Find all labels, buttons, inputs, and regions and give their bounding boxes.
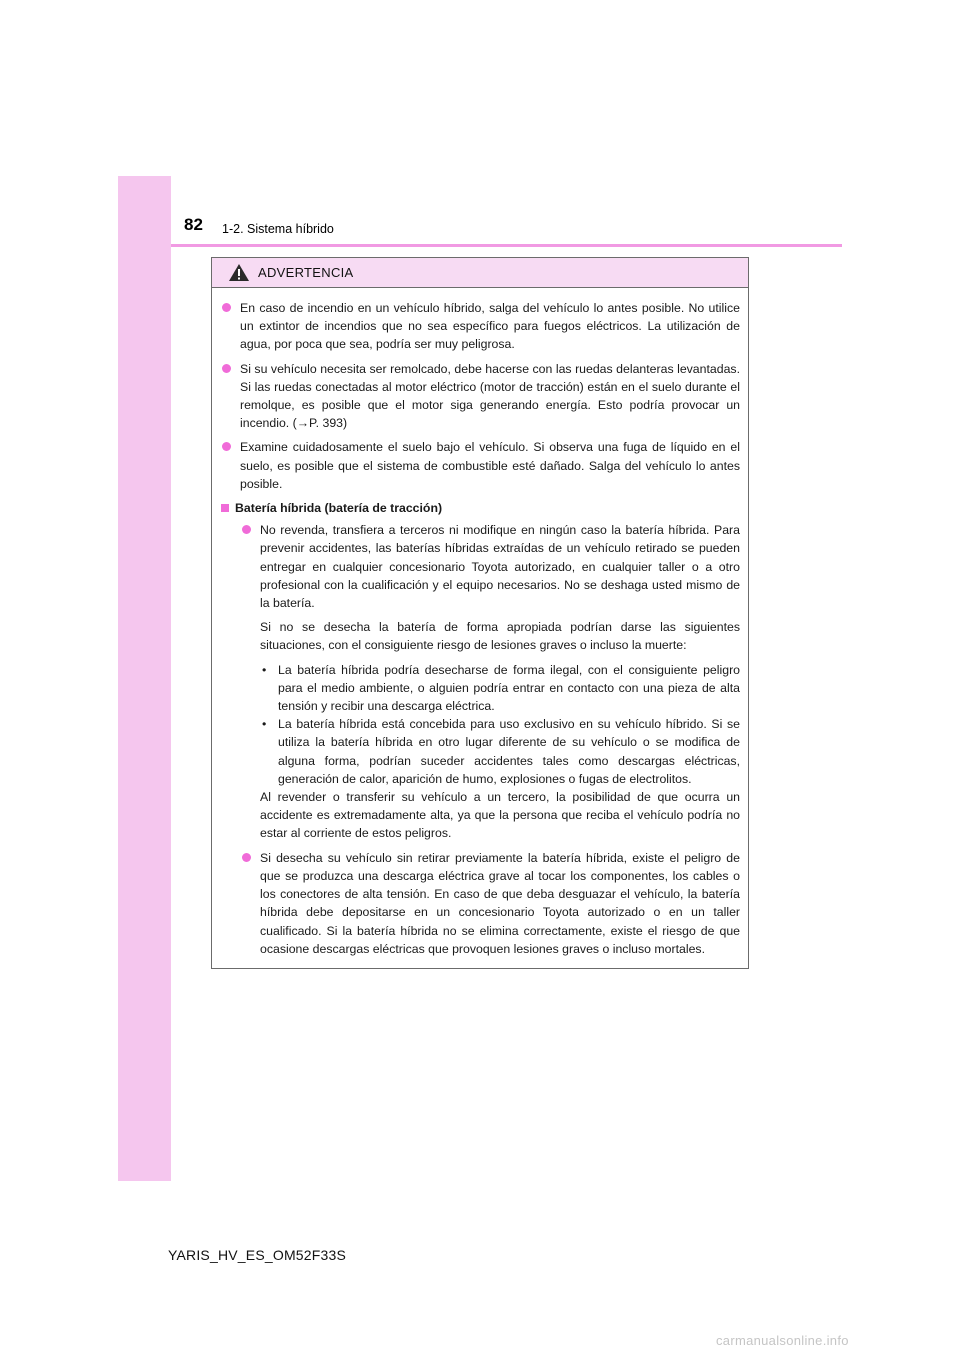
document-id: YARIS_HV_ES_OM52F33S xyxy=(168,1247,347,1263)
bullet-dot-icon xyxy=(222,303,231,312)
warning-box xyxy=(211,257,749,969)
bullet-dot-icon xyxy=(242,853,251,862)
bullet-mark: • xyxy=(262,717,267,732)
warning-item-text: Si desecha su vehículo sin retirar previamente la batería híbrida, existe el peligro de que se produzca una descarga eléctrica grave al tocar los componentes, los cables o los conectores de alta tensión. En caso de que deba desguazar el vehículo, la batería híbrida debe depositarse en un concesionario Toyota autorizado o en un taller cualificado. Si la batería híbrida no se elimina correctamente, existe el riesgo de que ocasione descargas eléctricas que provoquen lesiones graves o incluso mortales. xyxy=(260,850,740,956)
list-item-text: La batería híbrida está concebida para uso exclusivo en su vehículo híbrido. Si se utiliza la batería híbrida en otro lugar diferente de su vehículo o se modifica de alguna forma, podrían suceder accidentes tales como descargas eléctricas, generación de calor, aparición de humo, explosiones o fugas de electrolitos. xyxy=(278,717,740,786)
battery-heading-text: Batería híbrida (batería de tracción) xyxy=(235,501,443,516)
warning-body xyxy=(212,288,748,958)
warning-triangle-icon xyxy=(228,263,250,282)
warning-item-text: En caso de incendio en un vehículo híbrido, salga del vehículo lo antes posible. No utilice un extintor de incendios que no sea específico para fuegos eléctricos. La utilización de agua, por poca que sea, podría ser muy peligrosa. xyxy=(240,301,740,352)
square-bullet-icon xyxy=(221,504,229,512)
warning-item xyxy=(220,360,740,433)
warning-item xyxy=(220,438,740,493)
list-item xyxy=(260,661,740,716)
bullet-mark: • xyxy=(262,662,267,677)
watermark: carmanualsonline.info xyxy=(716,1333,849,1348)
bullet-dot-icon xyxy=(222,442,231,451)
battery-section-heading xyxy=(220,499,740,517)
warning-item xyxy=(240,849,740,958)
battery-section xyxy=(220,521,740,958)
warning-item-text: No revenda, transfiera a terceros ni modifique en ningún caso la batería híbrida. Para prevenir accidentes, las baterías híbridas extraídas de un vehículo retirado se pueden entregar en cualquier concesionario Toyota autorizado, en cualquier taller o a otro profesional con la cualificación y el equipo necesarios. No se deshaga usted mismo de la batería. xyxy=(260,523,740,611)
warning-item-text: Examine cuidadosamente el suelo bajo el vehículo. Si observa una fuga de líquido en el suelo, es posible que el sistema de combustible esté dañado. Salga del vehículo lo antes posible. xyxy=(240,440,740,491)
page-number: 82 xyxy=(184,215,203,234)
side-tab-band xyxy=(118,176,171,1181)
bullet-dot-icon xyxy=(242,525,251,534)
warning-title: ADVERTENCIA xyxy=(258,265,354,280)
warning-header xyxy=(212,258,748,288)
section-title: 1-2. Sistema híbrido xyxy=(222,222,334,236)
battery-detail-block xyxy=(240,618,740,842)
list-item-text: La batería híbrida podría desecharse de forma ilegal, con el consiguiente peligro para el medio ambiente, o alguien podría entrar en contacto con una pieza de alta tensión y recibir una descarga eléctrica. xyxy=(278,662,740,714)
battery-paragraph: Si no se desecha la batería de forma apropiada podrían darse las siguientes situaciones, con el consiguiente riesgo de lesiones graves o incluso la muerte: xyxy=(260,620,740,653)
warning-item-text: Si su vehículo necesita ser remolcado, debe hacerse con las ruedas delanteras levantadas. Si las ruedas conectadas al motor eléctrico (motor de tracción) están en el suelo durante el remolque, es posible que el motor siga generando energía. Esto podría provocar un incendio. (→P. 393) xyxy=(240,361,740,431)
header-rule xyxy=(171,244,842,247)
battery-paragraph: Al revender o transferir su vehículo a un tercero, la posibilidad de que ocurra un accidente es extremadamente alta, ya que la persona que reciba el vehículo podría no estar al corriente de estos peligros. xyxy=(260,790,740,841)
list-item xyxy=(260,715,740,788)
warning-item xyxy=(220,299,740,354)
bullet-dot-icon xyxy=(222,364,231,373)
warning-item xyxy=(240,521,740,612)
